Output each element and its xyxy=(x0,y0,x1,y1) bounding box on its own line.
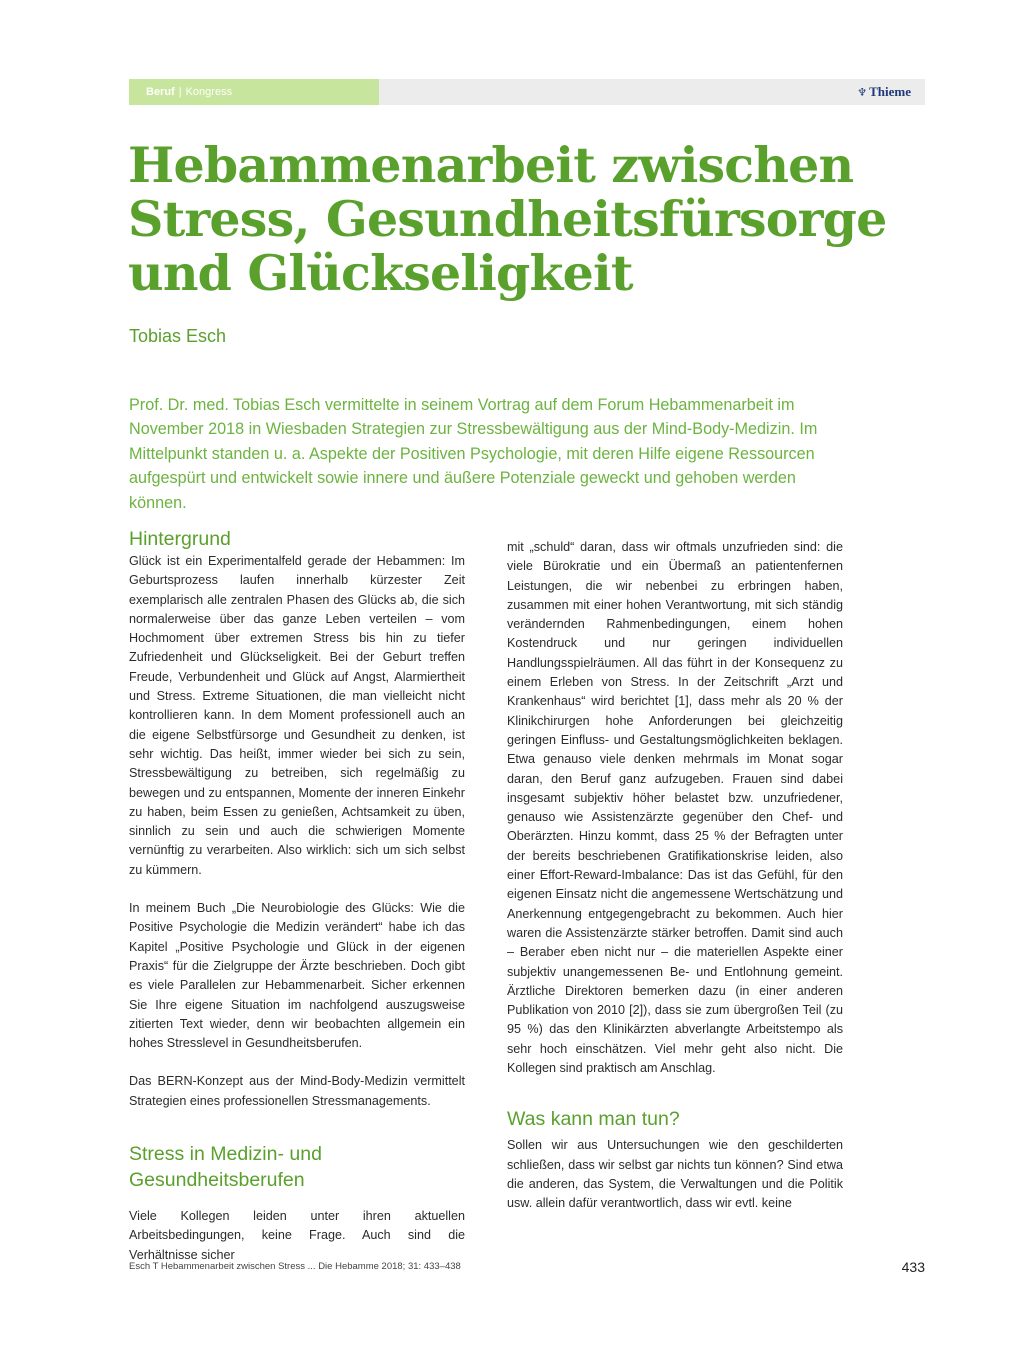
article-author: Tobias Esch xyxy=(129,326,227,346)
section-label: Beruf xyxy=(146,86,175,98)
thieme-logo-icon: ♆ xyxy=(857,87,868,99)
heading-stress: Stress in Medizin- und Gesundheitsberufen xyxy=(129,1143,322,1192)
paragraph: In meinem Buch „Die Neurobiologie des Glücks: Wie die Positive Psychologie die Medizin verändert“ habe ich das Kapitel „Positive Psychologie und Glück in der eigenen Praxis“ für die Zielgruppe der Ärzte beschrieben. Doch gibt es viele Parallelen zur Hebammenarbeit. Sicher erkennen Sie Ihre eigene Situation im nachfolgend auszugsweise zitierten Text wieder, denn wir beobachten allgemein ein hohes Stresslevel in Gesundheitsberufen. xyxy=(129,901,465,1051)
heading-hintergrund: Hintergrund xyxy=(129,528,231,550)
right-column xyxy=(507,538,843,1214)
article-abstract: Prof. Dr. med. Tobias Esch vermittelte in seinem Vortrag auf dem Forum Hebammenarbeit im November 2018 in Wiesbaden Strategien zur Stressbewältigung aus der Mind-Body-Medizin. Im Mittelpunkt standen u. a. Aspekte der Positiven Psychologie, mit deren Hilfe eigene Ressourcen aufgespürt und entwickelt sowie innere und äußere Potenziale geweckt und gehoben werden können. xyxy=(129,396,818,512)
section-separator: | xyxy=(178,86,182,98)
section-tab xyxy=(129,79,379,105)
heading-was-kann-man-tun: Was kann man tun? xyxy=(507,1108,680,1131)
left-column xyxy=(129,526,465,1265)
paragraph: Sollen wir aus Untersuchungen wie den geschilderten schließen, dass wir selbst gar nichts tun können? Sind etwa die anderen, das System, die Verwaltungen und die Politik usw. allein dafür verantwortlich, dass wir evtl. keine xyxy=(507,1138,843,1211)
paragraph: Glück ist ein Experimentalfeld gerade der Hebammen: Im Geburtsprozess laufen innerhalb kürzester Zeit exemplarisch alle zentralen Phasen des Glücks ab, die sich normalerweise über das ganze Leben verteilen – vom Hochmoment über extremen Stress bis hin zu tiefer Zufriedenheit und Glückseligkeit. Bei der Geburt treffen Freude, Verbundenheit und Glück auf Angst, Alarmiertheit und Stress. Extreme Situationen, die man vielleicht nicht kontrollieren kann. In dem Moment professionell auch an die eigene Selbstfürsorge und Gesundheit zu denken, ist sehr wichtig. Das heißt, immer wieder bei sich zu sein, Stressbewältigung zu betreiben, sich regelmäßig zu bewegen und zu entspannen, Momente der inneren Einkehr zu haben, beim Essen zu genießen, Achtsamkeit zu üben, sinnlich zu sein und auch die schwierigen Momente vernünftig zu verarbeiten. Also wirklich: sich um sich selbst zu kümmern. xyxy=(129,554,465,877)
page-number: 433 xyxy=(901,1259,925,1275)
publisher-name: Thieme xyxy=(869,84,911,99)
paragraph: Viele Kollegen leiden unter ihren aktuellen Arbeitsbedingungen, keine Frage. Auch sind die Verhältnisse sicher xyxy=(129,1209,465,1262)
paragraph: mit „schuld“ daran, dass wir oftmals unzufrieden sind: die viele Bürokratie und ein Übermaß an patientenfernen Leistungen, die wir nebenbei zu erbringen haben, zusammen mit einer hohen Verantwortung, mit sich ständig verändernden Rahmenbedingungen, einem hohen Kostendruck und nur geringen individuellen Handlungsspielräumen. All das führt in der Konsequenz zu einem Erleben von Stress. In der Zeitschrift „Arzt und Krankenhaus“ wird berichtet [1], dass mehr als 20 % der Klinikchirurgen hohe Anforderungen bei gleichzeitig geringen Einfluss- und Gestaltungsmöglichkeiten beklagen. Etwa genauso viele denken mehrmals im Monat sogar daran, den Beruf ganz aufzugeben. Frauen sind dabei insgesamt subjektiv höher belastet bzw. unzufriedener, genauso wie Assistenzärzte gegenüber den Chef- und Oberärzten. Hinzu kommt, dass 25 % der Befragten unter der bereits beschriebenen Gratifikationskrise leiden, also einer Effort-Reward-Imbalance: Das ist das Gefühl, für den eigenen Einsatz nicht die angemessene Wertschätzung und Anerkennung entgegengebracht zu bekommen. Auch hier waren die Assistenzärzte stärker betroffen. Damit sind auch – Beraber eben nicht nur – die materiellen Aspekte einer subjektiv unangemessenen Be- und Entlohnung gemeint. Ärztliche Direktoren bemerken dazu (in einer anderen Publikation von 2010 [2]), dass sie zum übergroßen Teil (zu 95 %) das den Klinikärzten abverlangte Arbeitstempo als sehr hoch einschätzen. Viel mehr geht also nicht. Die Kollegen sind praktisch am Anschlag. xyxy=(507,540,843,1076)
paragraph: Das BERN-Konzept aus der Mind-Body-Medizin vermittelt Strategien eines professionellen Stressmanagements. xyxy=(129,1074,465,1108)
publisher-logo xyxy=(857,79,911,105)
article-title: Hebammenarbeit zwischen Stress, Gesundheitsfürsorge und Glückseligkeit xyxy=(128,136,887,302)
subsection-label: Kongress xyxy=(185,86,233,98)
footer-citation: Esch T Hebammenarbeit zwischen Stress ... Die Hebamme 2018; 31: 433–438 xyxy=(129,1261,461,1272)
running-header xyxy=(129,79,925,105)
